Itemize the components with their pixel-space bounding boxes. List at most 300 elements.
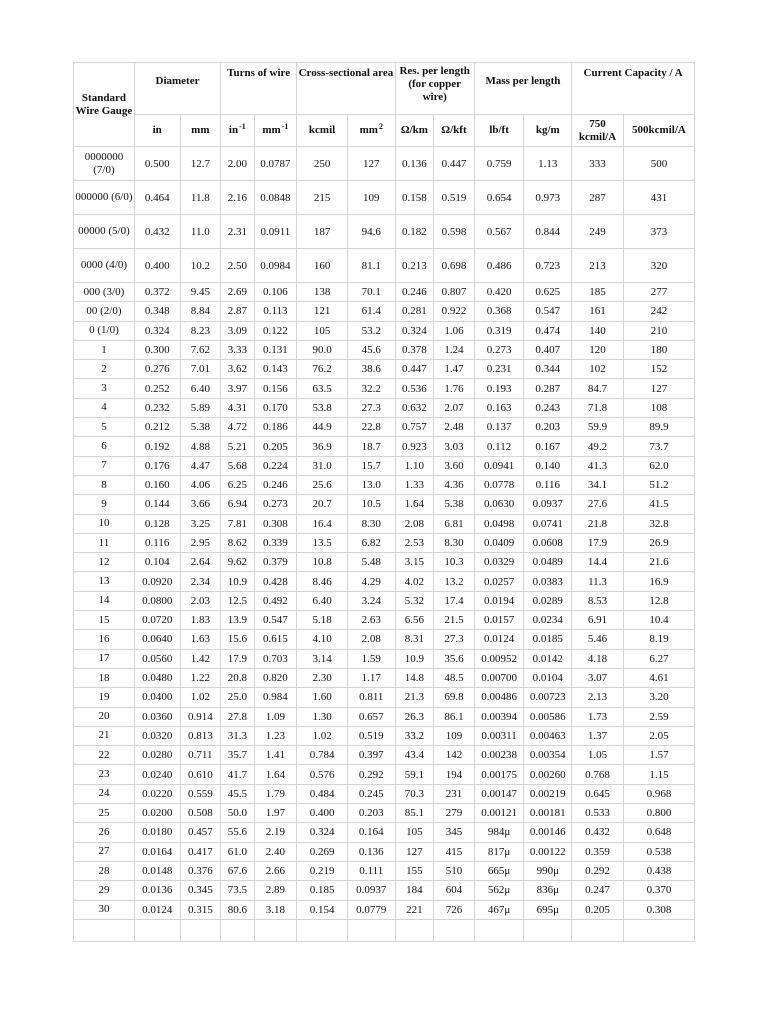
cell-res-ohm-km: 59.1 [395, 765, 434, 784]
table-row [74, 147, 695, 181]
header-gauge: Standard Wire Gauge [74, 63, 135, 147]
cell-cap-750: 0.247 [572, 881, 624, 900]
cell-gauge: 22 [74, 746, 135, 765]
cell-cap-500: 320 [623, 249, 694, 283]
cell-area-mm2: 10.5 [347, 495, 395, 514]
cell-mass-lb-ft: 0.368 [474, 302, 524, 321]
table-row [74, 514, 695, 533]
cell-area-kcmil: 4.10 [297, 630, 348, 649]
cell-gauge: 21 [74, 726, 135, 745]
cell-res-ohm-km: 3.15 [395, 553, 434, 572]
table-row [74, 215, 695, 249]
cell-dia-mm: 2.34 [180, 572, 221, 591]
table-row [74, 283, 695, 302]
cell-mass-kg-m: 0.116 [524, 475, 572, 494]
cell-cap-500: 73.7 [623, 437, 694, 456]
cell-res-ohm-kft: 21.5 [434, 611, 475, 630]
cell-cap-750: 27.6 [572, 495, 624, 514]
cell-dia-mm: 2.64 [180, 553, 221, 572]
cell-mass-lb-ft: 0.0498 [474, 514, 524, 533]
cell-area-mm2: 0.657 [347, 707, 395, 726]
cell-res-ohm-km: 14.8 [395, 668, 434, 687]
cell-dia-in: 0.432 [134, 215, 180, 249]
cell-area-kcmil: 3.14 [297, 649, 348, 668]
cell-turns-in: 9.62 [221, 553, 254, 572]
cell-cap-750: 2.13 [572, 688, 624, 707]
cell-res-ohm-km: 105 [395, 823, 434, 842]
cell-area-mm2: 53.2 [347, 321, 395, 340]
cell-mass-kg-m: 0.00219 [524, 784, 572, 803]
cell-mass-kg-m: 0.474 [524, 321, 572, 340]
cell-dia-mm: 0.711 [180, 746, 221, 765]
cell-area-kcmil: 105 [297, 321, 348, 340]
subheader-ohm-km: Ω/km [395, 115, 434, 147]
subheader-mm: mm [180, 115, 221, 147]
cell-dia-in: 0.0220 [134, 784, 180, 803]
cell-turns-in: 6.25 [221, 475, 254, 494]
cell-dia-mm: 2.95 [180, 533, 221, 552]
cell-area-mm2: 0.203 [347, 804, 395, 823]
cell-turns-in: 20.8 [221, 668, 254, 687]
cell-res-ohm-km: 8.31 [395, 630, 434, 649]
cell-cap-500: 51.2 [623, 475, 694, 494]
cell-res-ohm-kft: 86.1 [434, 707, 475, 726]
cell-turns-mm: 3.18 [254, 900, 297, 919]
cell-cap-500: 41.5 [623, 495, 694, 514]
cell-res-ohm-km: 1.33 [395, 475, 434, 494]
table-row [74, 804, 695, 823]
cell-cap-750: 4.18 [572, 649, 624, 668]
cell-mass-kg-m: 0.844 [524, 215, 572, 249]
cell-mass-kg-m: 0.547 [524, 302, 572, 321]
cell-turns-mm: 0.186 [254, 418, 297, 437]
cell-turns-mm: 0.0984 [254, 249, 297, 283]
cell-dia-mm: 0.417 [180, 842, 221, 861]
cell-area-kcmil: 250 [297, 147, 348, 181]
cell-area-kcmil: 44.9 [297, 418, 348, 437]
table-row [74, 533, 695, 552]
cell-dia-mm: 0.376 [180, 861, 221, 880]
cell-mass-lb-ft: 0.00121 [474, 804, 524, 823]
subheader-in-inverse: $in^{-1}$ [221, 115, 254, 147]
cell-turns-in: 3.09 [221, 321, 254, 340]
cell-mass-lb-ft: 0.00394 [474, 707, 524, 726]
cell-cap-500: 62.0 [623, 456, 694, 475]
subheader-ohm-kft: Ω/kft [434, 115, 475, 147]
cell-gauge: 24 [74, 784, 135, 803]
cell-area-kcmil: 8.46 [297, 572, 348, 591]
cell-cap-500: 0.308 [623, 900, 694, 919]
subheader-in: in [134, 115, 180, 147]
cell-dia-mm: 11.0 [180, 215, 221, 249]
cell-res-ohm-kft: 1.06 [434, 321, 475, 340]
cell-res-ohm-km: 43.4 [395, 746, 434, 765]
cell-mass-lb-ft: 0.00175 [474, 765, 524, 784]
cell-res-ohm-km: 0.447 [395, 360, 434, 379]
cell-turns-mm: 1.64 [254, 765, 297, 784]
cell-res-ohm-km: 4.02 [395, 572, 434, 591]
cell-cap-500: 8.19 [623, 630, 694, 649]
cell-res-ohm-km: 1.10 [395, 456, 434, 475]
cell-res-ohm-km: 10.9 [395, 649, 434, 668]
cell-dia-mm: 4.06 [180, 475, 221, 494]
cell-mass-kg-m: 0.0741 [524, 514, 572, 533]
cell-turns-in: 80.6 [221, 900, 254, 919]
cell-res-ohm-kft: 10.3 [434, 553, 475, 572]
cell-res-ohm-km: 0.246 [395, 283, 434, 302]
subheader-kg-m: kg/m [524, 115, 572, 147]
cell-gauge: 00 (2/0) [74, 302, 135, 321]
cell-dia-in: 0.0320 [134, 726, 180, 745]
cell-turns-in: 41.7 [221, 765, 254, 784]
cell-gauge: 4 [74, 398, 135, 417]
cell-area-kcmil: 187 [297, 215, 348, 249]
cell-turns-mm: 0.547 [254, 611, 297, 630]
cell-dia-mm: 1.02 [180, 688, 221, 707]
cell-turns-in: 4.31 [221, 398, 254, 417]
cell-mass-kg-m: 836μ [524, 881, 572, 900]
cell-res-ohm-kft: 5.38 [434, 495, 475, 514]
cell-dia-mm: 6.40 [180, 379, 221, 398]
cell-mass-kg-m: 0.0104 [524, 668, 572, 687]
cell-turns-in: 6.94 [221, 495, 254, 514]
cell-dia-mm: 3.25 [180, 514, 221, 533]
cell-turns-mm: 0.113 [254, 302, 297, 321]
cell-turns-mm: 0.0848 [254, 181, 297, 215]
header-turns: Turns of wire [221, 63, 297, 115]
table-row [74, 379, 695, 398]
cell-cap-500: 127 [623, 379, 694, 398]
cell-gauge: 00000 (5/0) [74, 215, 135, 249]
cell-cap-750: 17.9 [572, 533, 624, 552]
cell-dia-in: 0.464 [134, 181, 180, 215]
cell-dia-in: 0.348 [134, 302, 180, 321]
cell-turns-in: 2.00 [221, 147, 254, 181]
cell-turns-in: 4.72 [221, 418, 254, 437]
cell-turns-in: 10.9 [221, 572, 254, 591]
cell-gauge: 000 (3/0) [74, 283, 135, 302]
cell-area-mm2: 45.6 [347, 340, 395, 359]
cell-dia-in: 0.0180 [134, 823, 180, 842]
cell-mass-lb-ft: 0.137 [474, 418, 524, 437]
cell-area-mm2: 8.30 [347, 514, 395, 533]
cell-mass-kg-m: 0.973 [524, 181, 572, 215]
cell-dia-in: 0.324 [134, 321, 180, 340]
table-row [74, 360, 695, 379]
cell-dia-in: 0.500 [134, 147, 180, 181]
cell-dia-mm: 0.457 [180, 823, 221, 842]
table-row [74, 437, 695, 456]
table-row [74, 321, 695, 340]
cell-turns-mm: 0.339 [254, 533, 297, 552]
cell-mass-kg-m: 0.0234 [524, 611, 572, 630]
cell-turns-mm: 1.97 [254, 804, 297, 823]
cell-turns-in: 2.69 [221, 283, 254, 302]
cell-res-ohm-kft: 2.07 [434, 398, 475, 417]
table-footer [74, 919, 695, 941]
cell-gauge: 29 [74, 881, 135, 900]
cell-area-mm2: 13.0 [347, 475, 395, 494]
cell-cap-500: 32.8 [623, 514, 694, 533]
cell-mass-lb-ft: 0.0778 [474, 475, 524, 494]
cell-dia-in: 0.0480 [134, 668, 180, 687]
cell-cap-500: 500 [623, 147, 694, 181]
cell-res-ohm-km: 0.213 [395, 249, 434, 283]
cell-dia-in: 0.144 [134, 495, 180, 514]
cell-mass-lb-ft: 0.0409 [474, 533, 524, 552]
cell-gauge: 17 [74, 649, 135, 668]
subheader-mm2: $mm^2$ [347, 115, 395, 147]
cell-area-mm2: 0.811 [347, 688, 395, 707]
cell-cap-500: 0.648 [623, 823, 694, 842]
cell-mass-kg-m: 0.203 [524, 418, 572, 437]
cell-area-kcmil: 1.02 [297, 726, 348, 745]
cell-turns-mm: 0.428 [254, 572, 297, 591]
cell-turns-mm: 2.89 [254, 881, 297, 900]
cell-res-ohm-km: 5.32 [395, 591, 434, 610]
cell-area-kcmil: 36.9 [297, 437, 348, 456]
cell-mass-lb-ft: 0.00700 [474, 668, 524, 687]
cell-cap-500: 108 [623, 398, 694, 417]
cell-turns-in: 2.31 [221, 215, 254, 249]
cell-mass-lb-ft: 0.0941 [474, 456, 524, 475]
cell-turns-mm: 0.224 [254, 456, 297, 475]
cell-area-mm2: 0.164 [347, 823, 395, 842]
cell-res-ohm-kft: 0.598 [434, 215, 475, 249]
cell-res-ohm-km: 2.08 [395, 514, 434, 533]
cell-area-mm2: 38.6 [347, 360, 395, 379]
table-row [74, 688, 695, 707]
cell-mass-kg-m: 0.0289 [524, 591, 572, 610]
cell-gauge: 0000 (4/0) [74, 249, 135, 283]
cell-mass-kg-m: 0.344 [524, 360, 572, 379]
cell-dia-mm: 8.84 [180, 302, 221, 321]
cell-turns-mm: 1.41 [254, 746, 297, 765]
cell-res-ohm-km: 127 [395, 842, 434, 861]
cell-cap-750: 0.359 [572, 842, 624, 861]
cell-cap-500: 26.9 [623, 533, 694, 552]
cell-dia-in: 0.104 [134, 553, 180, 572]
cell-gauge: 14 [74, 591, 135, 610]
cell-cap-750: 3.07 [572, 668, 624, 687]
cell-mass-kg-m: 0.00586 [524, 707, 572, 726]
cell-res-ohm-km: 85.1 [395, 804, 434, 823]
cell-res-ohm-kft: 69.8 [434, 688, 475, 707]
cell-cap-750: 0.533 [572, 804, 624, 823]
table-row [74, 784, 695, 803]
table-row [74, 726, 695, 745]
cell-mass-lb-ft: 0.112 [474, 437, 524, 456]
cell-turns-mm: 0.106 [254, 283, 297, 302]
cell-area-mm2: 81.1 [347, 249, 395, 283]
cell-gauge: 000000 (6/0) [74, 181, 135, 215]
cell-cap-750: 102 [572, 360, 624, 379]
cell-mass-kg-m: 0.00723 [524, 688, 572, 707]
cell-res-ohm-km: 0.632 [395, 398, 434, 417]
cell-cap-500: 373 [623, 215, 694, 249]
cell-turns-mm: 0.156 [254, 379, 297, 398]
cell-gauge: 0000000 (7/0) [74, 147, 135, 181]
cell-res-ohm-kft: 726 [434, 900, 475, 919]
cell-res-ohm-km: 0.136 [395, 147, 434, 181]
cell-turns-in: 25.0 [221, 688, 254, 707]
cell-turns-mm: 0.379 [254, 553, 297, 572]
cell-res-ohm-km: 21.3 [395, 688, 434, 707]
cell-res-ohm-kft: 48.5 [434, 668, 475, 687]
cell-res-ohm-km: 0.757 [395, 418, 434, 437]
cell-area-kcmil: 0.324 [297, 823, 348, 842]
cell-dia-in: 0.252 [134, 379, 180, 398]
table-row [74, 765, 695, 784]
cell-dia-in: 0.0720 [134, 611, 180, 630]
cell-turns-mm: 1.79 [254, 784, 297, 803]
cell-turns-mm: 0.170 [254, 398, 297, 417]
cell-turns-in: 3.97 [221, 379, 254, 398]
cell-res-ohm-kft: 0.447 [434, 147, 475, 181]
cell-cap-750: 84.7 [572, 379, 624, 398]
cell-turns-in: 73.5 [221, 881, 254, 900]
cell-mass-lb-ft: 0.0257 [474, 572, 524, 591]
cell-turns-in: 45.5 [221, 784, 254, 803]
cell-dia-in: 0.160 [134, 475, 180, 494]
cell-cap-750: 185 [572, 283, 624, 302]
cell-res-ohm-km: 155 [395, 861, 434, 880]
cell-dia-in: 0.128 [134, 514, 180, 533]
cell-res-ohm-km: 0.378 [395, 340, 434, 359]
cell-dia-mm: 1.42 [180, 649, 221, 668]
cell-res-ohm-km: 26.3 [395, 707, 434, 726]
cell-area-kcmil: 6.40 [297, 591, 348, 610]
cell-gauge: 8 [74, 475, 135, 494]
cell-res-ohm-km: 184 [395, 881, 434, 900]
table-row [74, 181, 695, 215]
cell-cap-500: 10.4 [623, 611, 694, 630]
cell-cap-750: 0.205 [572, 900, 624, 919]
cell-cap-500: 21.6 [623, 553, 694, 572]
cell-area-kcmil: 215 [297, 181, 348, 215]
cell-dia-mm: 3.66 [180, 495, 221, 514]
cell-res-ohm-km: 6.56 [395, 611, 434, 630]
cell-mass-lb-ft: 0.0157 [474, 611, 524, 630]
cell-mass-kg-m: 0.0608 [524, 533, 572, 552]
header-mass: Mass per length [474, 63, 571, 115]
table-row [74, 861, 695, 880]
cell-mass-kg-m: 0.0383 [524, 572, 572, 591]
cell-res-ohm-km: 0.281 [395, 302, 434, 321]
cell-cap-500: 277 [623, 283, 694, 302]
cell-turns-in: 31.3 [221, 726, 254, 745]
cell-turns-in: 13.9 [221, 611, 254, 630]
cell-area-kcmil: 1.30 [297, 707, 348, 726]
table-row [74, 746, 695, 765]
table-row [74, 842, 695, 861]
cell-res-ohm-km: 2.53 [395, 533, 434, 552]
cell-dia-in: 0.0124 [134, 900, 180, 919]
cell-cap-500: 2.05 [623, 726, 694, 745]
cell-dia-in: 0.232 [134, 398, 180, 417]
cell-turns-mm: 0.143 [254, 360, 297, 379]
cell-gauge: 3 [74, 379, 135, 398]
cell-area-mm2: 4.29 [347, 572, 395, 591]
table-row [74, 456, 695, 475]
cell-area-kcmil: 2.30 [297, 668, 348, 687]
cell-area-kcmil: 0.400 [297, 804, 348, 823]
cell-mass-lb-ft: 0.273 [474, 340, 524, 359]
cell-turns-mm: 0.492 [254, 591, 297, 610]
cell-area-mm2: 109 [347, 181, 395, 215]
cell-gauge: 2 [74, 360, 135, 379]
cell-mass-lb-ft: 0.00238 [474, 746, 524, 765]
cell-turns-mm: 0.820 [254, 668, 297, 687]
cell-turns-mm: 1.23 [254, 726, 297, 745]
cell-mass-lb-ft: 0.00147 [474, 784, 524, 803]
cell-mass-lb-ft: 0.163 [474, 398, 524, 417]
cell-turns-in: 15.6 [221, 630, 254, 649]
cell-cap-750: 8.53 [572, 591, 624, 610]
cell-cap-750: 1.05 [572, 746, 624, 765]
table-row [74, 572, 695, 591]
cell-area-kcmil: 63.5 [297, 379, 348, 398]
cell-turns-mm: 0.246 [254, 475, 297, 494]
cell-mass-kg-m: 0.723 [524, 249, 572, 283]
table-row [74, 823, 695, 842]
cell-area-kcmil: 0.576 [297, 765, 348, 784]
cell-res-ohm-km: 33.2 [395, 726, 434, 745]
cell-cap-750: 6.91 [572, 611, 624, 630]
cell-dia-in: 0.0200 [134, 804, 180, 823]
cell-area-kcmil: 13.5 [297, 533, 348, 552]
cell-gauge: 12 [74, 553, 135, 572]
cell-res-ohm-km: 1.64 [395, 495, 434, 514]
cell-res-ohm-km: 0.158 [395, 181, 434, 215]
cell-dia-mm: 10.2 [180, 249, 221, 283]
cell-area-mm2: 15.7 [347, 456, 395, 475]
cell-dia-mm: 7.62 [180, 340, 221, 359]
cell-mass-kg-m: 990μ [524, 861, 572, 880]
header-area: Cross-sectional area [297, 63, 395, 115]
cell-res-ohm-kft: 510 [434, 861, 475, 880]
cell-res-ohm-kft: 0.698 [434, 249, 475, 283]
table-row [74, 630, 695, 649]
cell-turns-in: 3.62 [221, 360, 254, 379]
cell-mass-lb-ft: 0.0630 [474, 495, 524, 514]
cell-turns-in: 50.0 [221, 804, 254, 823]
cell-turns-in: 12.5 [221, 591, 254, 610]
cell-cap-500: 180 [623, 340, 694, 359]
cell-mass-lb-ft: 0.0124 [474, 630, 524, 649]
cell-turns-in: 5.21 [221, 437, 254, 456]
table-row [74, 649, 695, 668]
cell-turns-in: 5.68 [221, 456, 254, 475]
header-diameter: Diameter [134, 63, 220, 115]
cell-mass-lb-ft: 0.0329 [474, 553, 524, 572]
cell-cap-750: 249 [572, 215, 624, 249]
cell-turns-in: 27.8 [221, 707, 254, 726]
cell-turns-mm: 2.66 [254, 861, 297, 880]
cell-dia-in: 0.0280 [134, 746, 180, 765]
cell-mass-lb-ft: 817μ [474, 842, 524, 861]
cell-res-ohm-kft: 27.3 [434, 630, 475, 649]
cell-turns-in: 17.9 [221, 649, 254, 668]
cell-gauge: 16 [74, 630, 135, 649]
cell-area-kcmil: 1.60 [297, 688, 348, 707]
cell-dia-mm: 5.89 [180, 398, 221, 417]
cell-dia-in: 0.116 [134, 533, 180, 552]
cell-turns-mm: 1.09 [254, 707, 297, 726]
cell-area-kcmil: 20.7 [297, 495, 348, 514]
cell-dia-mm: 1.63 [180, 630, 221, 649]
cell-area-mm2: 6.82 [347, 533, 395, 552]
